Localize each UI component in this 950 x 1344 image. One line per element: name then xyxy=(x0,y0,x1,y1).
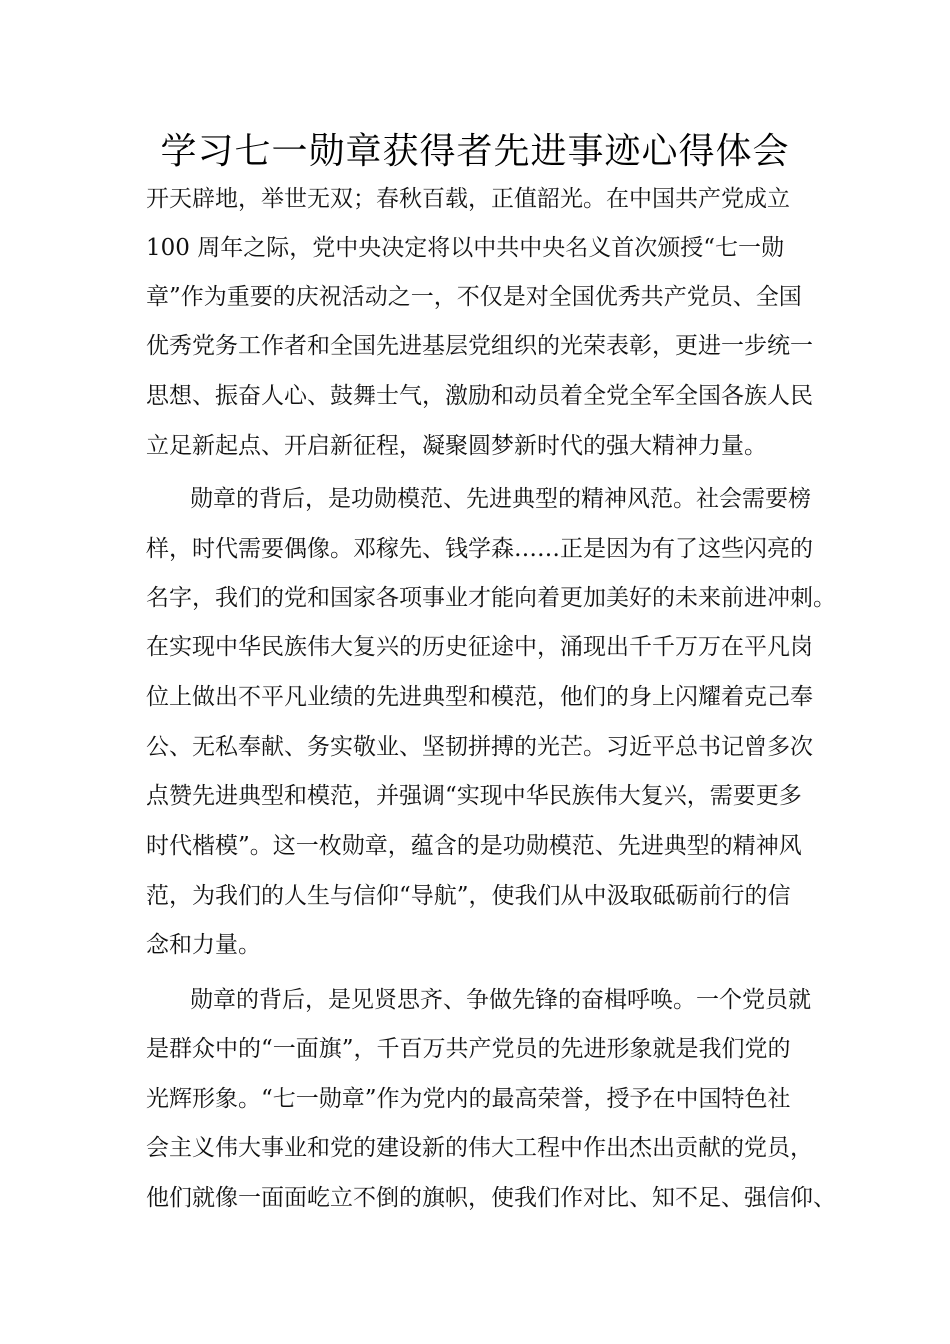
text-line: 名字，我们的党和国家各项事业才能向着更加美好的未来前进冲刺。 xyxy=(146,585,836,611)
text-line: 优秀党务工作者和全国先进基层党组织的光荣表彰，更进一步统一 xyxy=(146,333,813,359)
text-line: 时代楷模”。这一枚勋章，蕴含的是功勋模范、先进典型的精神风 xyxy=(146,833,802,859)
text-line: 100 周年之际，党中央决定将以中共中央名义首次颁授“七一勋 xyxy=(146,235,784,261)
paragraph-first-line: 勋章的背后，是功勋模范、先进典型的精神风范。社会需要榜 xyxy=(190,486,811,512)
text-line: 会主义伟大事业和党的建设新的伟大工程中作出杰出贡献的党员， xyxy=(146,1135,813,1161)
text-line: 开天辟地，举世无双；春秋百载，正值韶光。在中国共产党成立 xyxy=(146,186,790,212)
text-line: 立足新起点、开启新征程，凝聚圆梦新时代的强大精神力量。 xyxy=(146,433,767,459)
text-line: 思想、振奋人心、鼓舞士气，激励和动员着全党全军全国各族人民 xyxy=(146,383,813,409)
text-line: 是群众中的“一面旗”，千百万共产党员的先进形象就是我们党的 xyxy=(146,1036,791,1062)
text-line: 在实现中华民族伟大复兴的历史征途中，涌现出千千万万在平凡岗 xyxy=(146,634,813,660)
text-line: 公、无私奉献、务实敬业、坚韧拼搏的光芒。习近平总书记曾多次 xyxy=(146,734,813,760)
document-title: 学习七一勋章获得者先进事迹心得体会 xyxy=(160,131,790,172)
text-line: 他们就像一面面屹立不倒的旗帜，使我们作对比、知不足、强信仰、 xyxy=(146,1185,836,1211)
text-line: 章”作为重要的庆祝活动之一，不仅是对全国优秀共产党员、全国 xyxy=(146,284,802,310)
text-line: 念和力量。 xyxy=(146,932,261,958)
text-line: 光辉形象。“七一勋章”作为党内的最高荣誉，授予在中国特色社 xyxy=(146,1086,791,1112)
text-line: 位上做出不平凡业绩的先进典型和模范，他们的身上闪耀着克己奉 xyxy=(146,684,813,710)
paragraph-first-line: 勋章的背后，是见贤思齐、争做先锋的奋楫呼唤。一个党员就 xyxy=(190,987,811,1013)
text-line: 范，为我们的人生与信仰“导航”，使我们从中汲取砥砺前行的信 xyxy=(146,883,791,909)
text-line: 点赞先进典型和模范，并强调“实现中华民族伟大复兴，需要更多 xyxy=(146,783,802,809)
text-line: 样，时代需要偶像。邓稼先、钱学森……正是因为有了这些闪亮的 xyxy=(146,536,813,562)
